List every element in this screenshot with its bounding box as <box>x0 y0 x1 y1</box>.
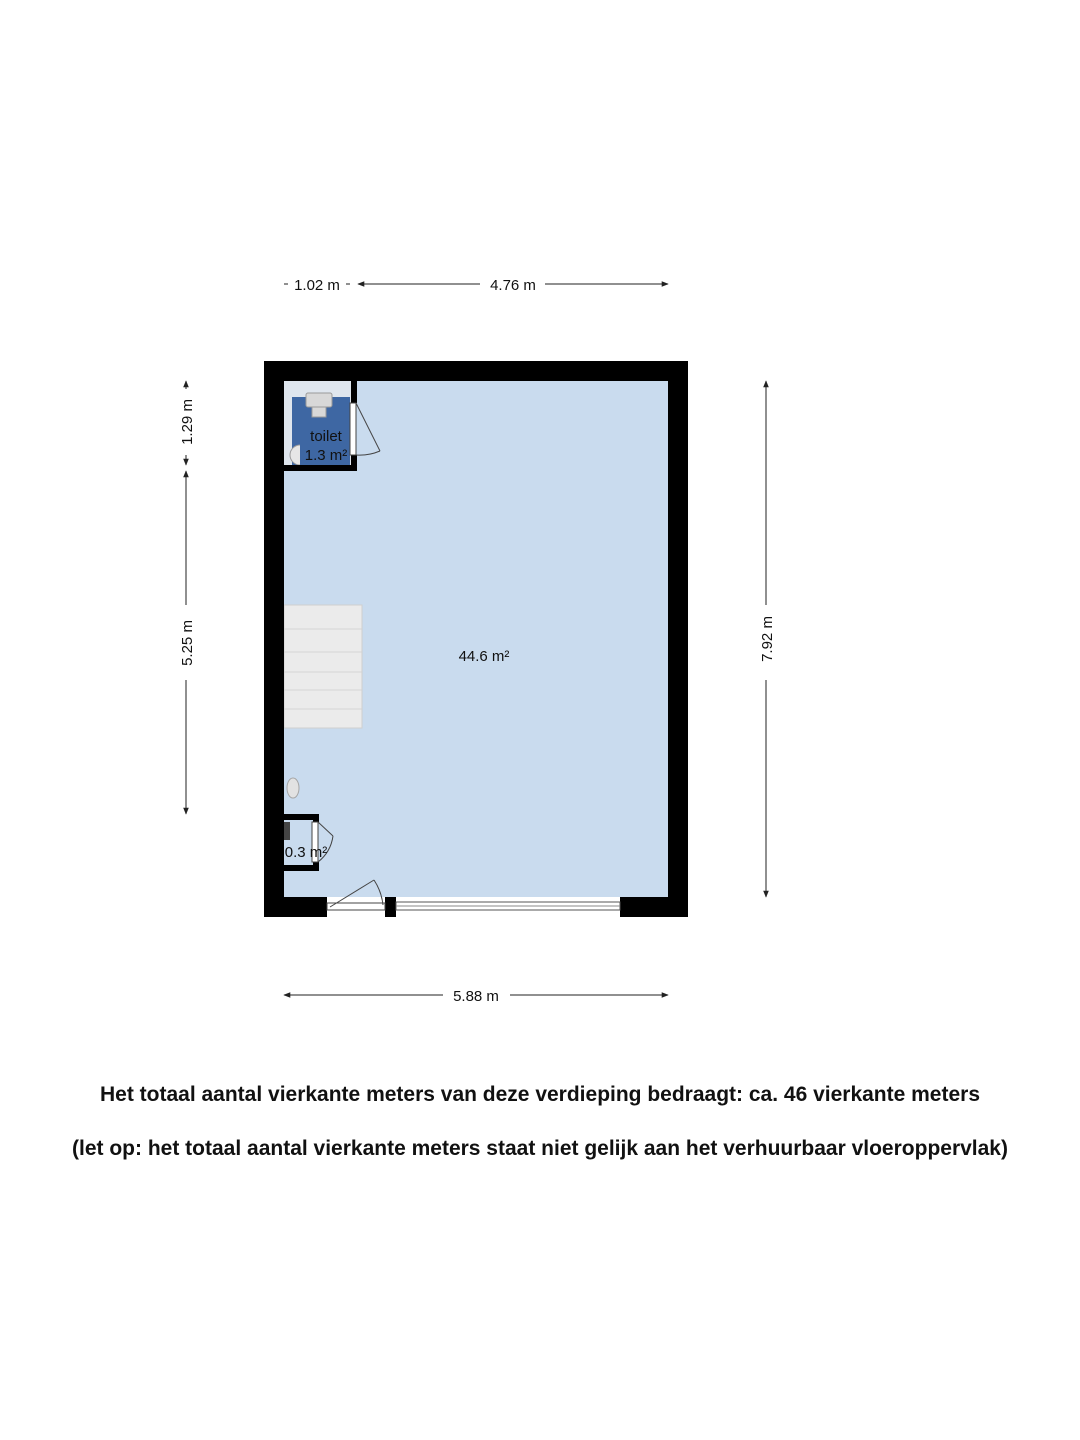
dimension-left-bottom-label: 5.25 m <box>179 620 196 666</box>
toilet-area-label: 1.3 m² <box>304 447 348 464</box>
dimension-left-top-label: 1.29 m <box>179 399 196 445</box>
closet-area-label: 0.3 m² <box>284 844 328 861</box>
front-window <box>396 902 620 910</box>
dimension-bottom-label: 5.88 m <box>453 988 499 1005</box>
dimension-top-left-label: 1.02 m <box>294 277 340 294</box>
wash-basin-icon <box>287 778 299 798</box>
toilet-name-label: toilet <box>310 428 342 445</box>
dimension-top-right-label: 4.76 m <box>490 277 536 294</box>
dimension-right-label: 7.92 m <box>759 616 776 662</box>
main-room-area-label: 44.6 m² <box>458 648 510 665</box>
total-area-caption: Het totaal aantal vierkante meters van deze verdieping bedraagt: ca. 46 vierkante meters <box>99 1083 981 1106</box>
rental-area-note: (let op: het totaal aantal vierkante meters staat niet gelijk aan het verhuurbaar vloeroppervlak) <box>72 1137 1008 1160</box>
stairs <box>284 605 362 728</box>
meter-box-icon <box>284 822 290 840</box>
